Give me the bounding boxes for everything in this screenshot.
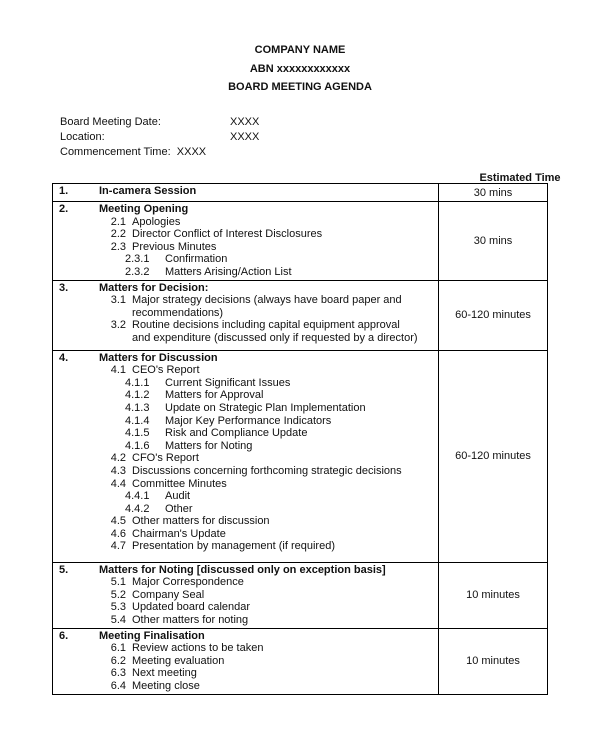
agenda-item [53,642,438,655]
company-name: COMPANY NAME [254,44,346,56]
subitem-text: Other [165,502,193,515]
item-text: Review actions to be taken [132,642,264,655]
agenda-subitem [53,389,438,402]
item-number: 6.2 [110,654,126,667]
subitem-number: 4.4.1 [125,490,150,503]
agenda-item [53,601,438,614]
item-number: 2.2 [110,228,126,241]
agenda-items-cell [53,350,439,562]
agenda-subitem [53,253,438,266]
agenda-subitem [53,266,438,279]
section-title [53,630,438,643]
company-abn: ABN xxxxxxxxxxxx [249,63,351,75]
agenda-section-row [53,280,548,350]
agenda-item [53,515,438,528]
subitem-number: 4.1.1 [125,376,150,389]
agenda-section-row [53,184,548,202]
item-text: Other matters for discussion [132,515,270,528]
agenda-subitem [53,490,438,503]
agenda-section-row [53,202,548,281]
estimated-time-cell: 10 minutes [439,628,548,694]
item-text: Updated board calendar [132,601,251,614]
item-text: Committee Minutes [132,477,227,490]
agenda-item [53,478,438,491]
item-number: 3.2 [110,319,126,332]
commencement-value: XXXX [176,146,207,158]
item-number: 5.4 [110,613,126,626]
section-title-text: Matters for Noting [discussed only on exception basis] [99,563,386,576]
item-text: CEO's Report [132,364,200,377]
item-number: 6.1 [110,642,126,655]
estimated-time-cell: 30 mins [439,184,548,202]
subitem-text: Matters for Noting [165,439,253,452]
item-text: Chairman's Update [132,527,226,540]
subitem-number: 4.1.3 [125,401,150,414]
agenda-item [53,667,438,680]
agenda-table [52,183,548,695]
subitem-text: Major Key Performance Indicators [165,414,332,427]
section-number: 3. [59,281,69,294]
item-number: 4.1 [110,364,126,377]
agenda-item [53,228,438,241]
section-title [53,185,438,198]
estimated-time-header: Estimated Time [479,172,561,184]
item-number: 4.7 [110,540,126,553]
item-text: Major strategy decisions (always have board paper and [132,294,402,307]
section-title-text: Matters for Decision: [99,281,209,294]
subitem-text: Audit [165,490,191,503]
agenda-item [53,364,438,377]
estimated-time-cell: 60-120 minutes [439,350,548,562]
agenda-items-cell [53,562,439,628]
item-number: 5.3 [110,601,126,614]
subitem-number: 4.1.5 [125,427,150,440]
commencement-line [60,146,206,158]
item-text: Meeting evaluation [132,654,225,667]
item-text-continued: recommendations) [132,306,224,319]
item-text: Company Seal [132,588,205,601]
agenda-items-cell [53,628,439,694]
section-title-text: Meeting Finalisation [99,629,205,642]
location-line [60,131,259,143]
section-number: 6. [59,629,69,642]
item-text: Director Conflict of Interest Disclosures [132,228,323,241]
agenda-item [53,576,438,589]
section-title [53,352,438,365]
agenda-section-row [53,350,548,562]
subitem-text: Matters Arising/Action List [165,265,292,278]
item-number: 2.1 [110,215,126,228]
commencement-label: Commencement Time: [60,146,171,158]
section-title-text: Matters for Discussion [99,351,218,364]
section-title-text: In-camera Session [99,185,197,197]
item-text: CFO's Report [132,452,199,465]
item-number: 6.3 [110,667,126,680]
subitem-number: 4.4.2 [125,502,150,515]
location-label: Location: [60,131,105,143]
agenda-item [53,614,438,627]
subitem-number: 2.3.1 [125,253,150,266]
agenda-item [53,216,438,229]
agenda-item [53,528,438,541]
section-number: 1. [59,185,69,197]
agenda-subitem [53,415,438,428]
agenda-subitem [53,503,438,516]
section-title [53,564,438,577]
subitem-number: 2.3.2 [125,265,150,278]
agenda-item [53,589,438,602]
item-number: 3.1 [110,294,126,307]
estimated-time-cell: 10 minutes [439,562,548,628]
document-title: BOARD MEETING AGENDA [228,81,372,93]
agenda-item [53,465,438,478]
agenda-items-cell [53,184,439,202]
agenda-items-cell [53,202,439,281]
meeting-date-line [60,116,259,128]
item-number: 2.3 [110,240,126,253]
agenda-item [53,319,438,332]
section-title [53,282,438,295]
subitem-text: Current Significant Issues [165,376,291,389]
agenda-section-row [53,628,548,694]
meeting-date-label: Board Meeting Date: [60,116,161,128]
agenda-items-cell [53,280,439,350]
item-text: Routine decisions including capital equipment approval [132,319,400,332]
agenda-item [53,452,438,465]
item-number: 5.1 [110,576,126,589]
estimated-time-cell: 60-120 minutes [439,280,548,350]
section-title-text: Meeting Opening [99,203,189,215]
item-number: 6.4 [110,679,126,692]
estimated-time-cell: 30 mins [439,202,548,281]
item-number: 4.4 [110,477,126,490]
subitem-text: Confirmation [165,253,228,266]
agenda-item [53,540,438,553]
agenda-subitem [53,377,438,390]
location-value: XXXX [230,131,260,143]
agenda-item [53,680,438,693]
item-number: 4.3 [110,464,126,477]
item-text: Previous Minutes [132,240,217,253]
subitem-text: Matters for Approval [165,389,264,402]
item-text-continued: and expenditure (discussed only if requested by a director) [132,331,418,344]
section-number: 5. [59,563,69,576]
section-title [53,203,438,216]
agenda-item [53,241,438,254]
item-text: Presentation by management (if required) [132,540,335,553]
item-number: 4.6 [110,527,126,540]
agenda-subitem [53,402,438,415]
agenda-subitem [53,440,438,453]
section-number: 2. [59,203,69,215]
agenda-item [53,294,438,307]
item-text: Meeting close [132,679,200,692]
subitem-number: 4.1.4 [125,414,150,427]
subitem-number: 4.1.2 [125,389,150,402]
item-text: Discussions concerning forthcoming strategic decisions [132,464,402,477]
section-number: 4. [59,351,69,364]
item-number: 4.2 [110,452,126,465]
meeting-date-value: XXXX [230,116,260,128]
agenda-section-row [53,562,548,628]
item-text: Next meeting [132,667,197,680]
subitem-number: 4.1.6 [125,439,150,452]
item-number: 5.2 [110,588,126,601]
agenda-subitem [53,427,438,440]
item-text: Other matters for noting [132,613,249,626]
item-text: Major Correspondence [132,576,244,589]
subitem-text: Update on Strategic Plan Implementation [165,401,366,414]
item-number: 4.5 [110,515,126,528]
item-text: Apologies [132,215,181,228]
subitem-text: Risk and Compliance Update [165,427,308,440]
agenda-item [53,655,438,668]
